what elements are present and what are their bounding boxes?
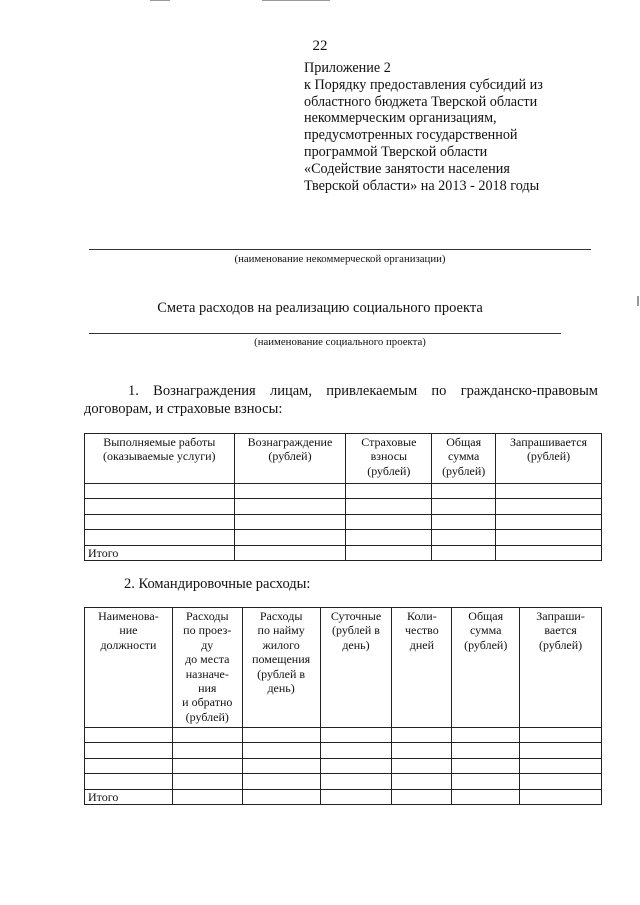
table-total-row — [85, 790, 602, 805]
project-name-line — [89, 333, 561, 334]
column-header: Суточные (рублей в день) — [320, 608, 392, 728]
remuneration-table — [84, 433, 602, 561]
table-row — [85, 530, 602, 546]
scan-mark — [150, 0, 170, 1]
column-header: Запраши- вается (рублей) — [520, 608, 602, 728]
table-row — [85, 484, 602, 499]
column-header: Страховые взносы (рублей) — [346, 434, 432, 484]
column-header: Общая сумма (рублей) — [452, 608, 520, 728]
appendix-line: областного бюджета Тверской области — [304, 93, 538, 110]
scan-mark — [262, 0, 330, 1]
scan-mark — [637, 296, 639, 306]
table-row — [85, 759, 602, 774]
section1-heading-line: договорам, и страховые взносы: — [84, 401, 283, 417]
project-name-caption: (наименование социального проекта) — [254, 336, 426, 348]
travel-expenses-table — [84, 607, 602, 805]
appendix-line: некоммерческим организациям, — [304, 110, 497, 127]
table-row — [85, 728, 602, 743]
section2-heading: 2. Командировочные расходы: — [124, 576, 311, 592]
appendix-line: Приложение 2 — [304, 60, 391, 76]
appendix-header — [304, 60, 624, 194]
column-header: Коли- чество дней — [392, 608, 452, 728]
table-row — [85, 515, 602, 530]
column-header: Наименова- ние должности — [85, 608, 173, 728]
column-header: Расходы по найму жилого помещения (рублей в день) — [242, 608, 320, 728]
org-name-line — [89, 249, 591, 250]
total-label: Итого — [85, 546, 235, 561]
column-header: Вознаграждение (рублей) — [234, 434, 346, 484]
column-header: Выполняемые работы (оказываемые услуги) — [85, 434, 235, 484]
total-label: Итого — [85, 790, 173, 805]
table-row — [85, 774, 602, 790]
table-header-row — [85, 608, 602, 728]
appendix-line: Тверской области» на 2013 - 2018 годы — [304, 177, 540, 194]
column-header: Расходы по проез- ду до места назначе- ния и обратно (рублей) — [172, 608, 242, 728]
document-title: Смета расходов на реализацию социального проекта — [157, 300, 483, 316]
appendix-line: предусмотренных государственной — [304, 127, 518, 144]
appendix-line: «Содействие занятости населения — [304, 160, 510, 177]
appendix-line: программой Тверской области — [304, 143, 488, 160]
section1-heading-line: 1. Вознаграждения лицам, привлекаемым по гражданско-правовым — [128, 383, 598, 399]
appendix-line: к Порядку предоставления субсидий из — [304, 76, 543, 93]
column-header: Запрашивается (рублей) — [496, 434, 602, 484]
org-name-caption: (наименование некоммерческой организации) — [234, 253, 446, 265]
table-row — [85, 743, 602, 759]
page-number: 22 — [312, 38, 328, 54]
table-total-row — [85, 546, 602, 561]
section1-heading — [84, 382, 598, 418]
table-header-row — [85, 434, 602, 484]
column-header: Общая сумма (рублей) — [432, 434, 496, 484]
table-row — [85, 499, 602, 515]
